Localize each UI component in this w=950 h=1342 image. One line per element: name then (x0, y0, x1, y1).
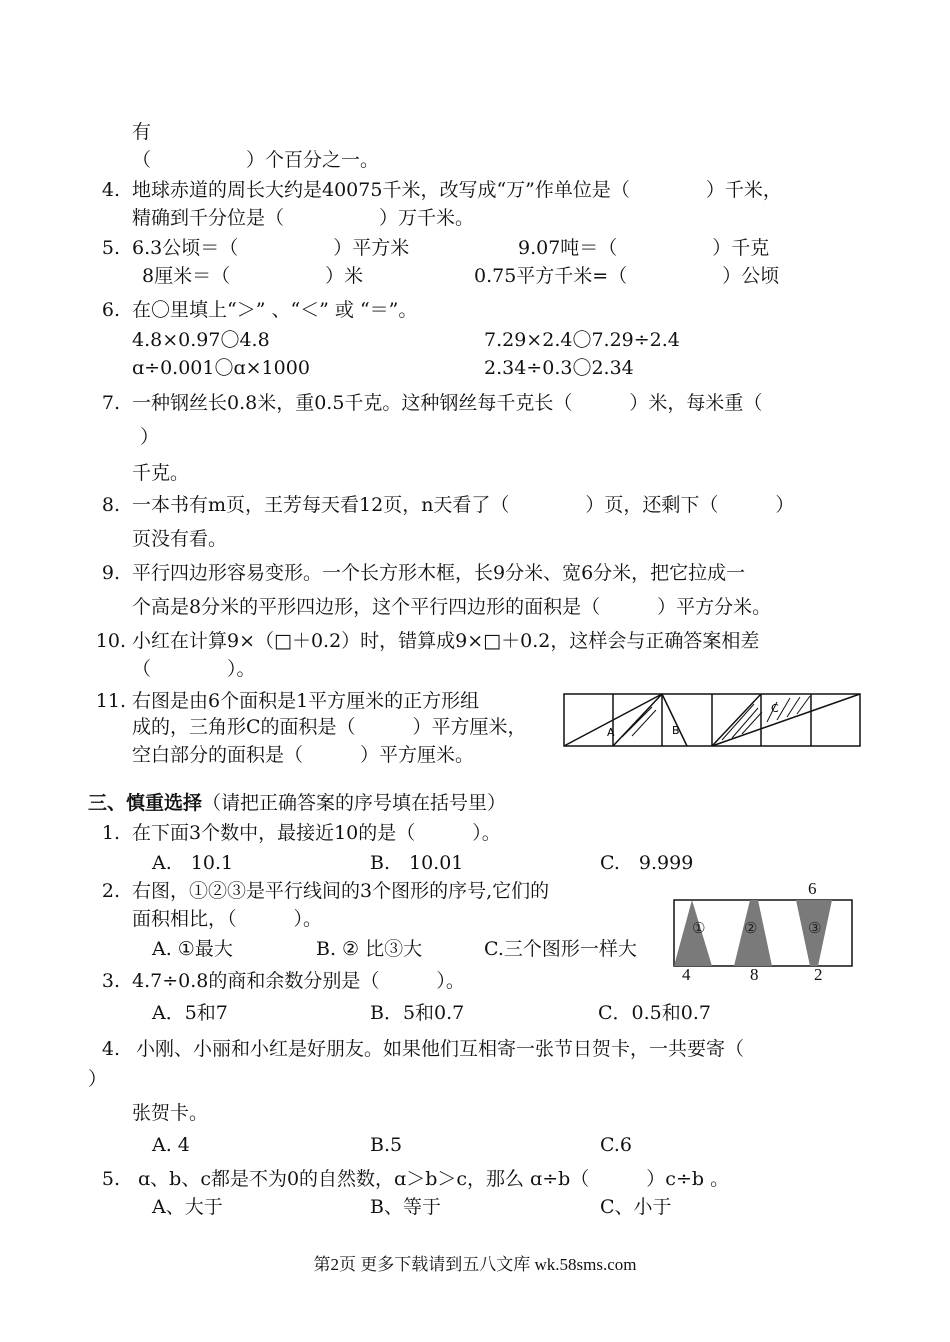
section-title: 三、慎重选择 (88, 792, 203, 814)
choice-b: B．5和0.7 (370, 1002, 465, 1024)
question-text: 0.75平方千米=（ ）公顷 (474, 265, 780, 287)
label-top: 6 (808, 879, 817, 898)
question-text: ） (88, 1068, 108, 1090)
label-a: A (607, 726, 615, 739)
choice-c: C．0.5和0.7 (598, 1002, 711, 1024)
question-text: 平行四边形容易变形。一个长方形木框，长9分米、宽6分米，把它拉成一 (132, 562, 746, 584)
choice-b: B.5 (370, 1134, 403, 1156)
question-text: 页没有看。 (132, 528, 228, 550)
section-heading (88, 791, 506, 815)
choice-b: B. 10.01 (370, 852, 464, 874)
question-number: 1. (101, 822, 120, 844)
shape-3-label: ③ (808, 919, 822, 937)
question-text: 右图，①②③是平行线间的3个图形的序号,它们的 (132, 880, 550, 902)
label-c: C (771, 702, 779, 715)
shape-2-label: ② (744, 919, 758, 937)
question-text: ɑ、b、c都是不为0的自然数，ɑ＞b＞c，那么 ɑ÷b（ ）c÷b 。 (138, 1168, 730, 1190)
question-number: 5. (101, 237, 120, 259)
question-text: 面积相比，（ ）。 (132, 908, 323, 930)
question-text: 一种钢丝长0.8米，重0.5千克。这种钢丝每千克长（ ）米，每米重（ (132, 392, 763, 414)
question-text: 在下面3个数中，最接近10的是（ ）。 (132, 822, 501, 844)
shape-1-label: ① (692, 919, 706, 937)
question-number: 10. (95, 630, 126, 652)
choice-c: C、小于 (600, 1196, 672, 1218)
question-text: 6.3公顷＝（ ）平方米 (132, 237, 410, 259)
question-text: 空白部分的面积是（ ）平方厘米。 (132, 744, 475, 766)
question-number: 9. (101, 562, 120, 584)
question-number: 6. (101, 299, 120, 321)
question-text: 8厘米＝（ ）米 (142, 265, 364, 287)
question-text: 小红在计算9×（□＋0.2）时，错算成9×□＋0.2，这样会与正确答案相差 (132, 630, 760, 652)
question-text: 一本书有m页，王芳每天看12页，n天看了（ ）页，还剩下（ ） (132, 494, 795, 516)
choice-b: B、等于 (370, 1196, 441, 1218)
question-text: 地球赤道的周长大约是40075千米，改写成“万”作单位是（ ）千米， (132, 179, 782, 201)
question-text: 2.34÷0.3〇2.34 (484, 357, 634, 379)
choice-a: A. 10.1 (152, 852, 234, 874)
question-text: ） (140, 426, 160, 448)
question-number: 2. (101, 880, 120, 902)
question-text: 精确到千分位是（ ）万千米。 (132, 207, 475, 229)
parallel-shapes-figure (668, 876, 860, 986)
question-text: 个高是8分米的平形四边形，这个平行四边形的面积是（ ）平方分米。 (132, 596, 772, 618)
question-number: 4. (101, 179, 120, 201)
label-bottom-1: 4 (682, 965, 691, 984)
choice-a: A．5和7 (152, 1002, 228, 1024)
question-text: 在〇里填上“＞” 、“＜” 或 “＝”。 (132, 299, 418, 321)
label-b: B (672, 724, 680, 737)
label-bottom-3: 2 (814, 965, 823, 984)
page-footer: 第2页 更多下载请到五八文库 wk.58sms.com (313, 1255, 637, 1274)
question-number: 11. (95, 690, 126, 712)
choice-a: A. ①最大 (152, 938, 233, 960)
question-text: 4.8×0.97〇4.8 (132, 329, 270, 351)
question-number: 8. (101, 494, 120, 516)
question-text: 9.07吨＝（ ）千克 (518, 237, 770, 259)
choice-b: B. ② 比③大 (316, 938, 423, 960)
question-text: 7.29×2.4〇7.29÷2.4 (484, 329, 680, 351)
choice-a: A、大于 (152, 1196, 223, 1218)
question-text: 千克。 (132, 462, 190, 484)
choice-a: A. 4 (152, 1134, 190, 1156)
choice-c: C.三个图形一样大 (484, 938, 637, 960)
question-text: 右图是由6个面积是1平方厘米的正方形组 (132, 690, 480, 712)
squares-triangle-figure (562, 692, 864, 748)
question-number: 7. (101, 392, 120, 414)
question-number: 3. (101, 970, 120, 992)
label-bottom-2: 8 (750, 965, 759, 984)
choice-c: C. 9.999 (600, 852, 694, 874)
question-text: （ ）。 (132, 658, 256, 680)
text-line: （ ）个百分之一。 (132, 149, 380, 171)
text-line: 有 (132, 121, 152, 143)
section-note: （请把正确答案的序号填在括号里） (202, 792, 507, 814)
question-number: 5. (101, 1168, 120, 1190)
question-text: 4.7÷0.8的商和余数分别是（ ）。 (132, 970, 465, 992)
question-number: 4. (101, 1038, 120, 1060)
question-text: ɑ÷0.001〇ɑ×1000 (132, 357, 310, 379)
question-text: 成的，三角形C的面积是（ ）平方厘米， (132, 716, 527, 738)
choice-c: C.6 (600, 1134, 632, 1156)
question-text: 张贺卡。 (132, 1102, 209, 1124)
question-text: 小刚、小丽和小红是好朋友。如果他们互相寄一张节日贺卡，一共要寄（ (136, 1038, 745, 1060)
